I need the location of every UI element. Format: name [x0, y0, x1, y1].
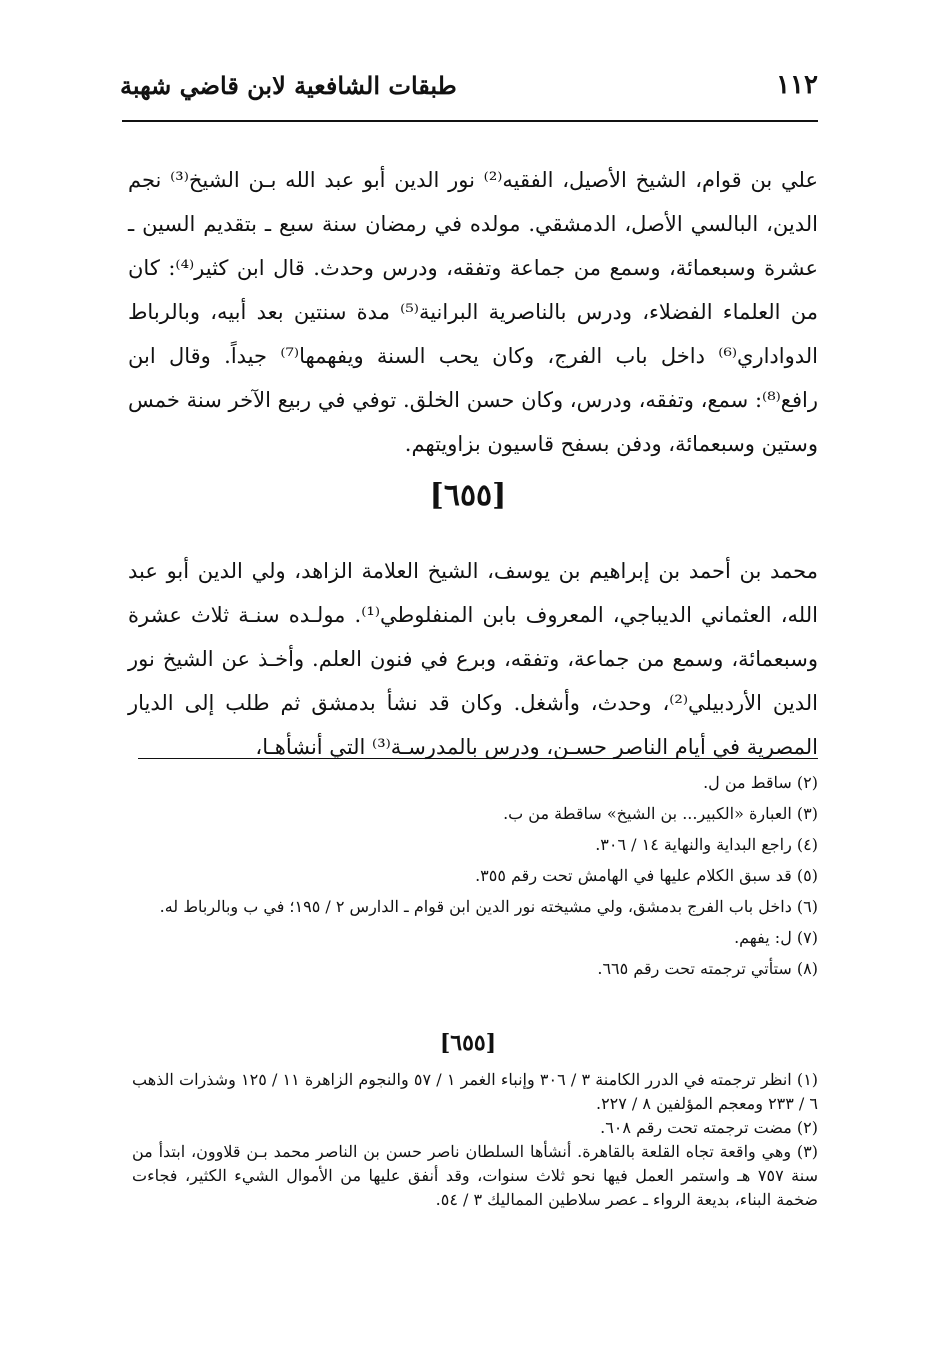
footnote: (٣) وهي واقعة تجاه القلعة بالقاهرة. أنشأها السلطان ناصر حسن بن الناصر محمد بـن قلاوون، ابتدأ من سنة ٧٥٧ هـ واستمر العمل فيها نحو ثلاث سنوات، وقد أنفق عليها من الأموال الشيء الكثير، فجاءت ضخمة البناء، بديعة الرواء ـ عصر سلاطين المماليك ٣ / ٥٤. — [132, 1142, 818, 1209]
footnote: (٧) ل: يفهم. — [734, 928, 818, 947]
footnote-divider — [138, 758, 818, 759]
biography-paragraph-1: علي بن قوام، الشيخ الأصيل، الفقيه⁽²⁾ نور الدين أبو عبد الله بـن الشيخ⁽³⁾ نجم الدين، البالسي الأصل، الدمشقي. مولده في رمضان سنة سبع ـ بتقديم السين ـ عشرة وسبعمائة، وسمع من جماعة وتفقه، ودرس وحدث. قال ابن كثير⁽⁴⁾: كان من العلماء الفضلاء، ودرس بالناصرية البرانية⁽⁵⁾ مدة سنتين بعد أبيه، وبالرباط الدواداري⁽⁶⁾ داخل باب الفرج، وكان يحب السنة ويفهمها⁽⁷⁾ جيداً. وقال ابن رافع⁽⁸⁾: سمع، وتفقه، ودرس، وكان حسن الخلق. توفي في ربيع الآخر سنة خمس وستين وسبعمائة، ودفن بسفح قاسيون بزاويتهم. — [128, 168, 819, 456]
footnotes-current-entry — [132, 1068, 818, 1212]
footnote-entry-number: [٦٥٥] — [439, 1030, 497, 1056]
footnotes-previous-entry — [132, 767, 818, 984]
footnote: (٢) ساقط من ل. — [703, 773, 818, 792]
biography-paragraph-2: محمد بن أحمد بن إبراهيم بن يوسف، الشيخ العلامة الزاهد، ولي الدين أبو عبد الله، العثماني الديباجي، المعروف بابن المنفلوطي⁽¹⁾. مولـده سنـة ثلاث عشرة وسبعمائة، وسمع من جماعة، وتفقه، وبرع في فنون العلم. وأخـذ عن الشيخ نور الدين الأردبيلي⁽²⁾، وحدث، وأشغل. وكان قد نشأ بدمشق ثم طلب إلى الديار المصرية في أيام الناصر حسـن، ودرس بالمدرسـة⁽³⁾ التي أنشأهـا، — [128, 559, 818, 759]
running-title: طبقات الشافعية لابن قاضي شهبة — [120, 71, 457, 100]
footnote: (٨) ستأتي ترجمته تحت رقم ٦٦٥. — [597, 959, 818, 978]
page-number: ١١٢ — [776, 70, 818, 100]
header-divider — [122, 120, 818, 122]
footnote: (٥) قد سبق الكلام عليها في الهامش تحت رقم ٣٥٥. — [475, 866, 818, 885]
page-header — [120, 50, 818, 100]
footnote: (٦) داخل باب الفرج بدمشق، ولي مشيخته نور الدين ابن قوام ـ الدارس ٢ / ١٩٥؛ في ب وبالرباط له. — [159, 897, 818, 916]
footnote: (٤) راجع البداية والنهاية ١٤ / ٣٠٦. — [595, 835, 818, 854]
entry-number: [٦٥٥] — [429, 478, 507, 513]
footnote: (٢) مضت ترجمته تحت رقم ٦٠٨. — [600, 1118, 818, 1137]
footnote: (٣) العبارة «الكبير... بن الشيخ» ساقطة من ب. — [503, 804, 818, 823]
footnote: (١) انظر ترجمته في الدرر الكامنة ٣ / ٣٠٦ وإنباء الغمر ١ / ٥٧ والنجوم الزاهرة ١١ / ١٢٥ وشذرات الذهب ٦ / ٢٣٣ ومعجم المؤلفين ٨ / ٢٢٧. — [132, 1070, 819, 1113]
